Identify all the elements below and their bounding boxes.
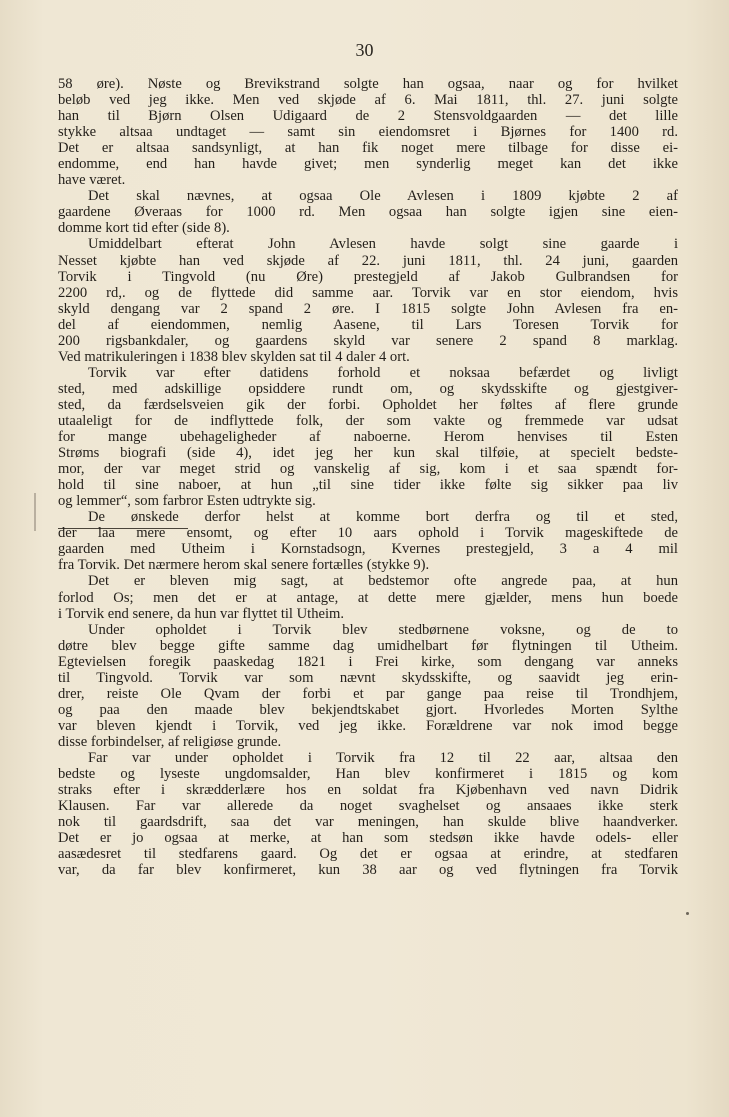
text-line: De ønskede derfor helst at komme bort derfra og til et sted, bbox=[88, 509, 678, 526]
text-line: Far var under opholdet i Torvik fra 12 til 22 aar, altsaa den bbox=[88, 749, 678, 766]
text-line: døtre blev begge gifte samme dag umidhelbart før flytningen til Utheim. bbox=[58, 637, 678, 654]
margin-dot-mark bbox=[686, 912, 689, 915]
text-line: disse forbindelser, af religiøse grunde. bbox=[58, 733, 282, 750]
text-line: 200 rigsbankdaler, og gaardens skyld var senere 2 spand 8 marklag. bbox=[58, 332, 678, 349]
text-line: sted, da færdselsveien gik der forbi. Opholdet her føltes af flere grunde bbox=[58, 396, 678, 413]
text-line: have været. bbox=[58, 172, 126, 189]
text-line: beløb ved jeg ikke. Men ved skjøde af 6. Mai 1811, thl. 27. juni solgte bbox=[58, 92, 678, 109]
text-line: del af eiendommen, nemlig Aasene, til Lars Toresen Torvik for bbox=[58, 316, 678, 333]
text-line: i Torvik end senere, da hun var flyttet til Utheim. bbox=[58, 605, 345, 622]
text-line: nok til gaardsdrift, saa det var meningen, han skulde blive haandverker. bbox=[58, 814, 678, 831]
text-line: 58 øre). Nøste og Brevikstrand solgte han ogsaa, naar og for hvilket bbox=[58, 76, 678, 92]
text-line: Ved matrikuleringen i 1838 blev skylden sat til 4 daler 4 ort. bbox=[58, 348, 410, 365]
text-line: der laa mere ensomt, og efter 10 aars ophold i Torvik mageskiftede de bbox=[58, 525, 678, 542]
text-line: fra Torvik. Det nærmere herom skal senere fortælles (stykke 9). bbox=[58, 557, 430, 574]
text-line: forlod Os; men det er at antage, at dette mere gjælder, mens hun boede bbox=[58, 589, 678, 606]
text-line: gaardene Øveraas for 1000 rd. Men ogsaa han solgte igjen sine eien- bbox=[58, 204, 678, 221]
text-line: Torvik var efter datidens forhold et noksaa befærdet og livligt bbox=[88, 364, 678, 381]
text-line: og lemmer“, som farbror Esten udtrykte sig. bbox=[58, 493, 316, 510]
page-number: 30 bbox=[355, 40, 374, 60]
text-line: Strøms biografi (side 4), idet jeg her kun skal tilføie, at specielt bedste- bbox=[58, 445, 678, 462]
text-line: Nesset kjøbte han ved skjøde af 22. juni 1811, thl. 24 juni, gaarden bbox=[58, 252, 678, 269]
text-line: Under opholdet i Torvik blev stedbørnene voksne, og de to bbox=[88, 621, 678, 638]
text-line: Umiddelbart efterat John Avlesen havde solgt sine gaarde i bbox=[88, 236, 678, 253]
text-line: og paa den maade blev bekjendtskabet gjort. Hvorledes Morten Sylthe bbox=[58, 701, 678, 718]
text-line: Klausen. Far var allerede da noget svaghelset og ansaaes ikke sterk bbox=[58, 798, 678, 815]
text-line: gaarden med Utheim i Kornstadsogn, Kvernes prestegjeld, 3 a 4 mil bbox=[58, 541, 678, 558]
text-line: Torvik i Tingvold (nu Øre) prestegjeld af Jakob Gulbrandsen for bbox=[58, 268, 678, 285]
text-line: 2200 rd,. og de flyttede did samme aar. Torvik var en stor eiendom, hvis bbox=[58, 284, 678, 301]
text-line: til Tingvold. Torvik var som nævnt skydsskifte, og saavidt jeg erin- bbox=[58, 669, 678, 686]
text-line: hold til sine naboer, at hun „til sine tider ikke følte sig sikker paa liv bbox=[58, 477, 678, 494]
text-line: straks efter i skrædderlære hos en soldat fra Kjøbenhavn ved navn Didrik bbox=[58, 782, 678, 799]
text-line: var, da far blev konfirmeret, kun 38 aar og ved flytningen fra Torvik bbox=[58, 862, 678, 879]
text-line: sted, med adskillige opsiddere rundt om, og skydsskifte og gjestgiver- bbox=[58, 380, 678, 397]
text-line: utaaleligt for de indflyttede folk, der som vakte og fremmede var udsat bbox=[58, 412, 678, 429]
text-line: Egtevielsen foregik paaskedag 1821 i Frei kirke, som dengang var anneks bbox=[58, 653, 678, 670]
text-line: stykke altsaa undtaget — samt sin eiendomsret i Bjørnes for 1400 rd. bbox=[58, 124, 678, 141]
text-line: var bleven kjendt i Torvik, ved jeg ikke. Forældrene var nok imod begge bbox=[58, 717, 678, 734]
text-line: mor, der var meget strid og vanskelig af sig, kom i et saa spændt for- bbox=[58, 461, 678, 478]
body-text bbox=[58, 76, 678, 878]
text-line: domme kort tid efter (side 8). bbox=[58, 220, 230, 237]
text-line: Det er jo ogsaa at merke, at han som stedsøn ikke havde odels- eller bbox=[58, 830, 678, 847]
text-line: endomme, end han havde givet; men synderlig meget kan det ikke bbox=[58, 156, 678, 173]
text-line: aasædesret til stedfarens gaard. Og det er ogsaa at erindre, at stedfaren bbox=[58, 846, 678, 863]
text-line: Det er bleven mig sagt, at bedstemor ofte angrede paa, at hun bbox=[88, 573, 678, 590]
text-line: for mange ubehageligheder af naboerne. Herom henvises til Esten bbox=[58, 429, 678, 446]
text-line: Det skal nævnes, at ogsaa Ole Avlesen i 1809 kjøbte 2 af bbox=[88, 188, 678, 205]
text-line: bedste og lyseste ungdomsalder, Han blev konfirmeret i 1815 og kom bbox=[58, 766, 678, 783]
text-line: Det er altsaa sandsynligt, at han fik noget mere tilbage for disse ei- bbox=[58, 140, 678, 157]
text-line: han til Bjørn Olsen Udigaard de 2 Stensvoldgaarden — det lille bbox=[58, 108, 678, 125]
text-line: skyld dengang var 2 spand 2 øre. I 1815 solgte John Avlesen fra en- bbox=[58, 300, 678, 317]
margin-pencil-mark bbox=[34, 493, 36, 531]
text-line: drer, reiste Ole Qvam der forbi et par gange paa reise til Trondhjem, bbox=[58, 685, 678, 702]
